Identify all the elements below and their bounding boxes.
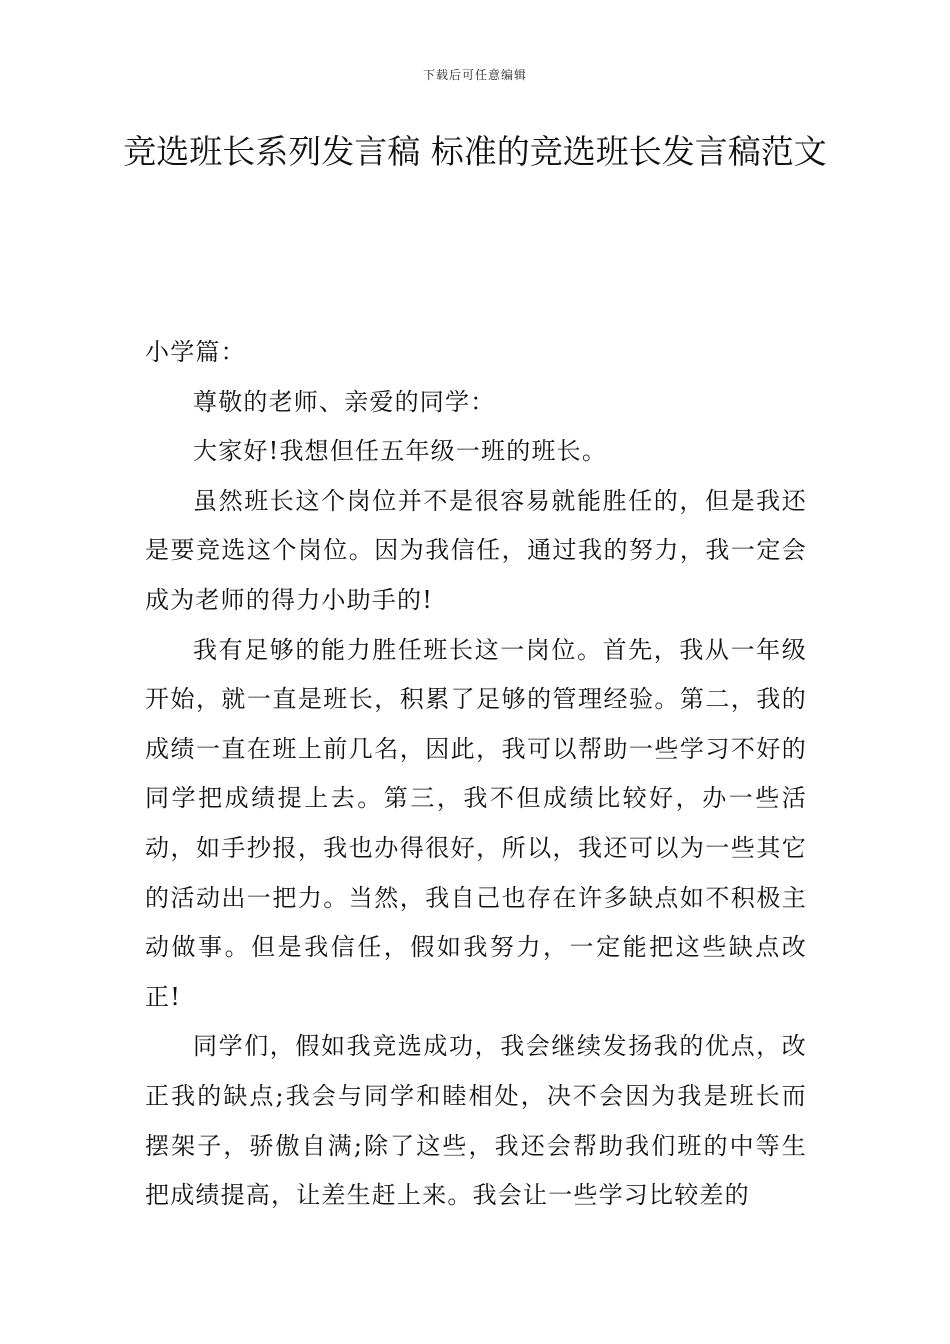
document-title: 竞选班长系列发言稿 标准的竞选班长发言稿范文	[123, 132, 827, 171]
paragraph: 虽然班长这个岗位并不是很容易就能胜任的，但是我还是要竞选这个岗位。因为我信任，通过我的努力，我一定会成为老师的得力小助手的!	[145, 486, 807, 614]
paragraph: 同学们，假如我竞选成功，我会继续发扬我的优点，改正我的缺点;我会与同学和睦相处，决不会因为我是班长而摆架子，骄傲自满;除了这些，我还会帮助我们班的中等生把成绩提高，让差生赶上来。我会让一些学习比较差的	[145, 1032, 807, 1210]
paragraph: 大家好!我想但任五年级一班的班长。	[193, 437, 608, 466]
header-note: 下载后可任意编辑	[422, 68, 527, 82]
document-body	[145, 328, 807, 1221]
salutation: 尊敬的老师、亲爱的同学：	[193, 387, 496, 416]
section-heading: 小学篇：	[145, 338, 246, 366]
paragraph: 我有足够的能力胜任班长这一岗位。首先，我从一年级开始，就一直是班长，积累了足够的管理经验。第二，我的成绩一直在班上前几名，因此，我可以帮助一些学习不好的同学把成绩提上去。第三，我不但成绩比较好，办一些活动，如手抄报，我也办得很好，所以，我还可以为一些其它的活动出一把力。当然，我自己也存在许多缺点如不积极主动做事。但是我信任，假如我努力，一定能把这些缺点改正!	[145, 635, 807, 1011]
